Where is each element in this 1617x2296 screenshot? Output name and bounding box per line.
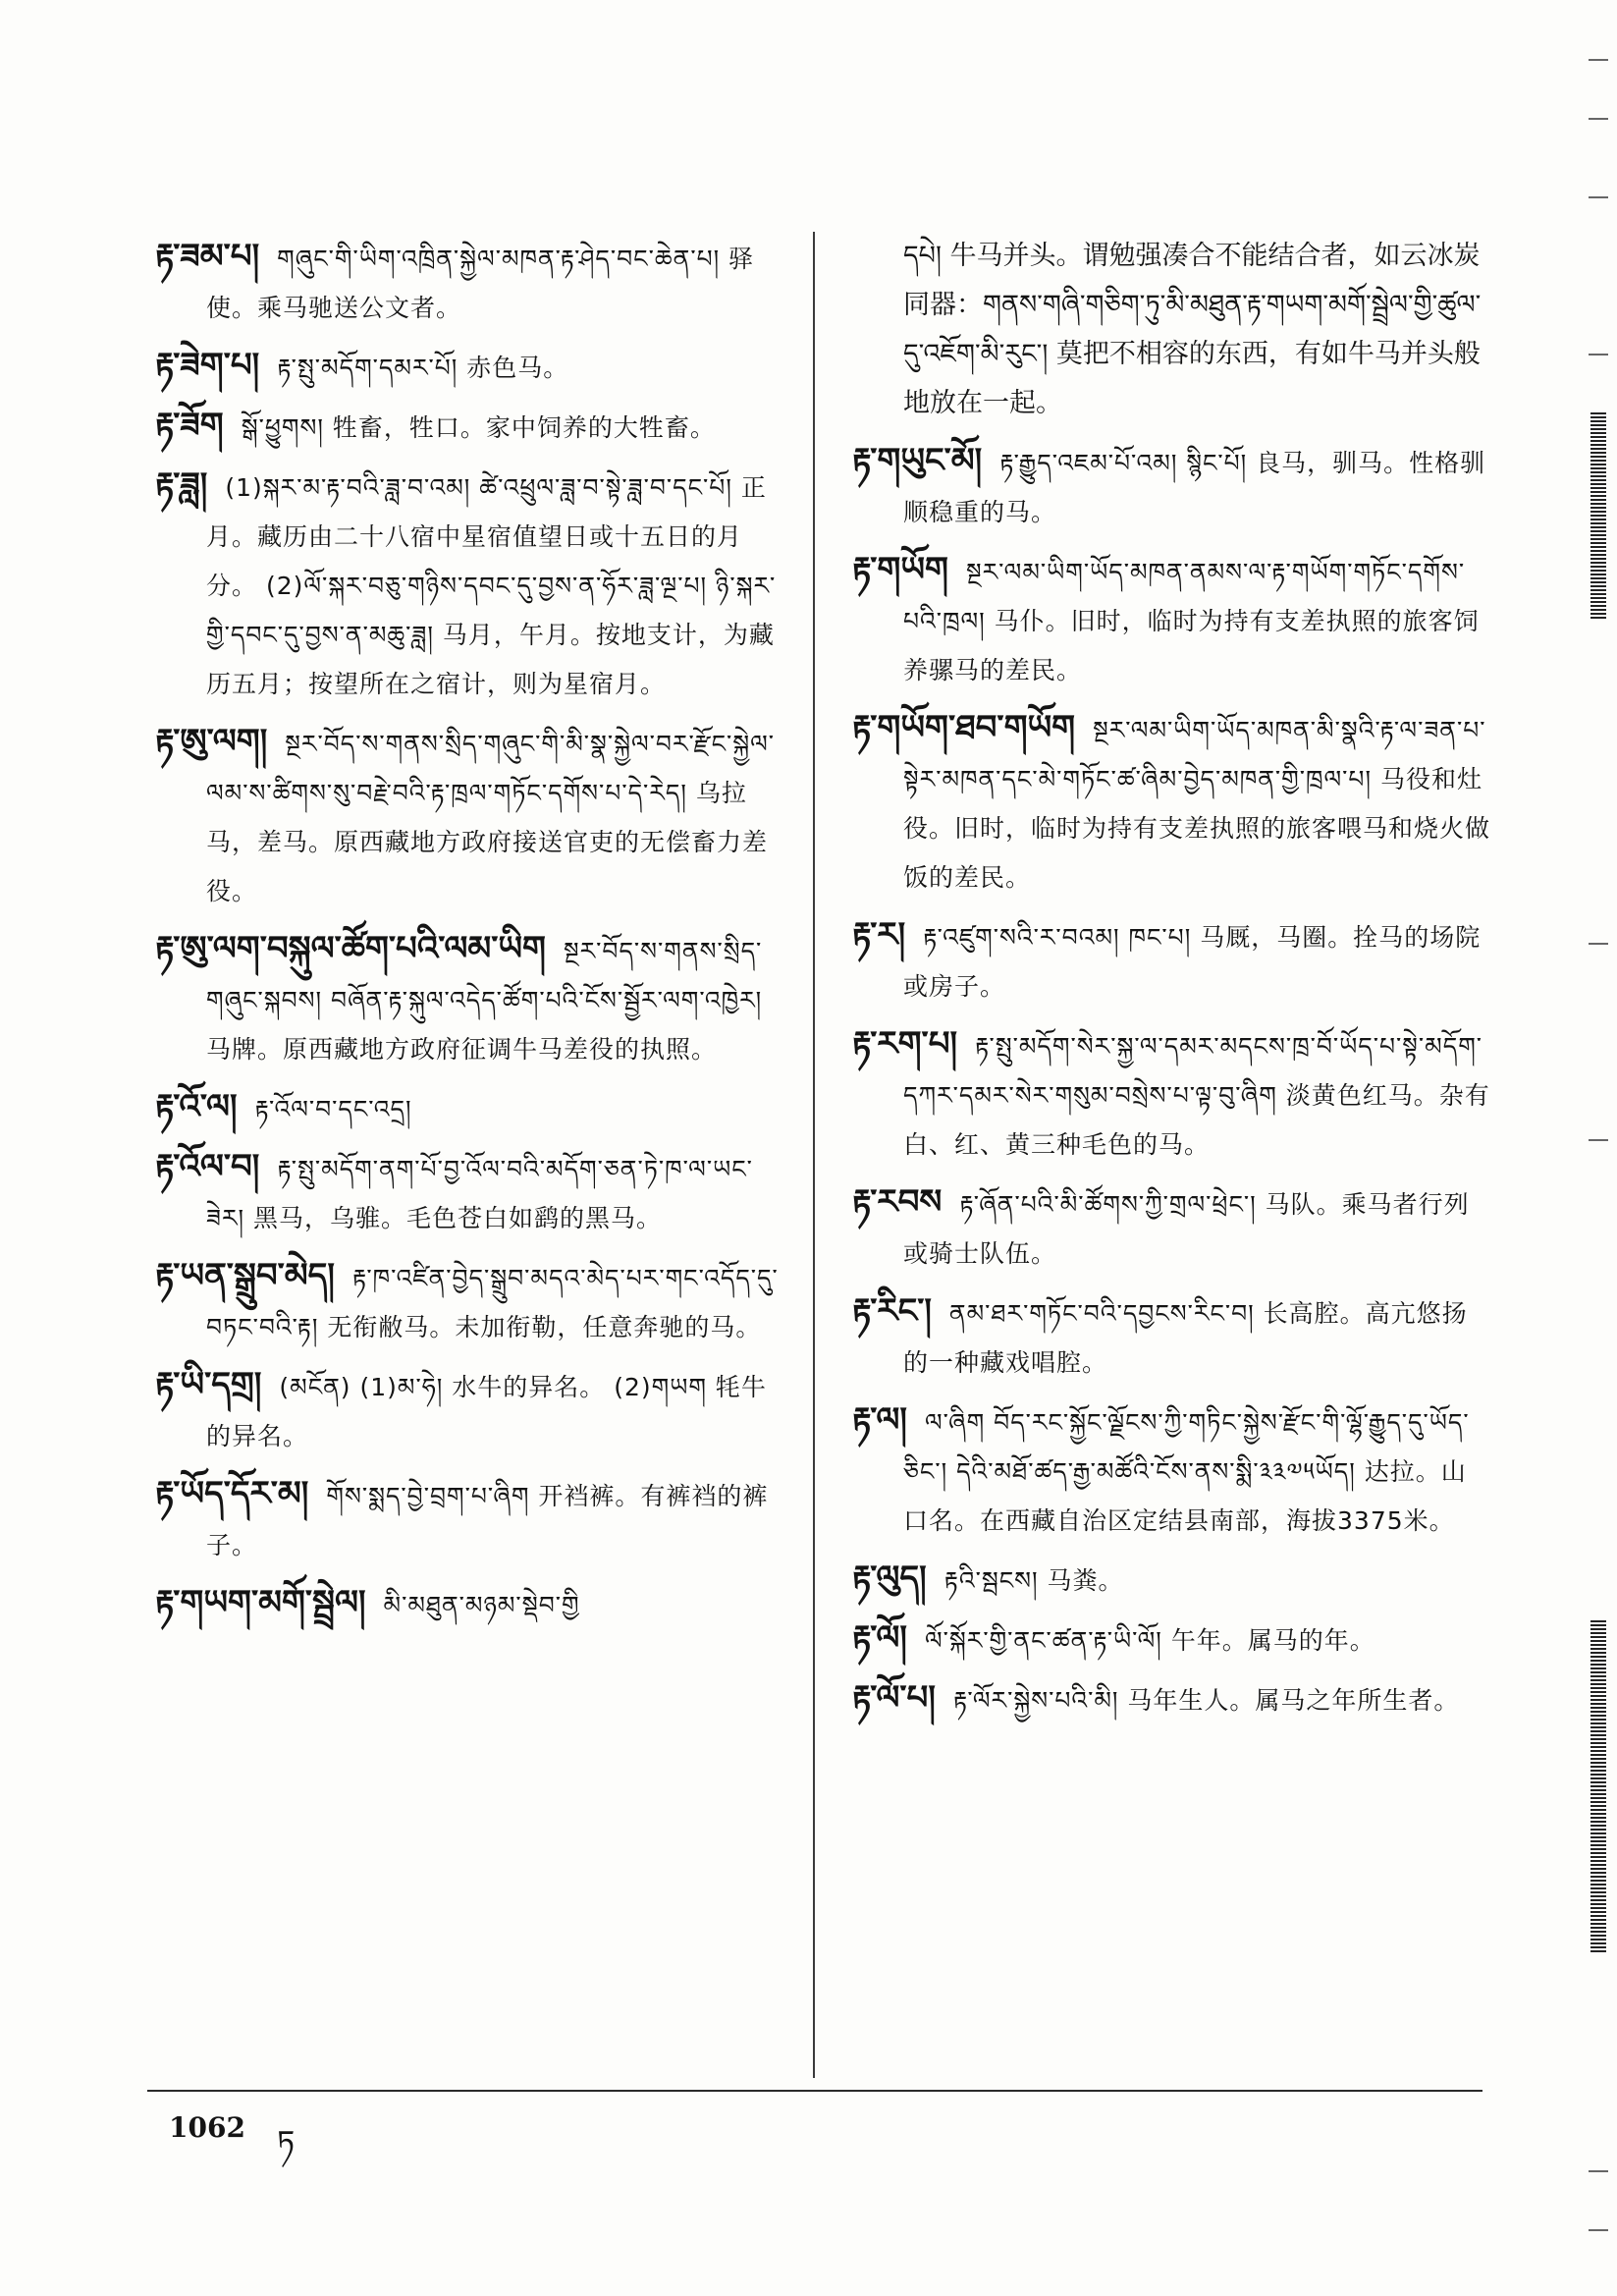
dictionary-entry xyxy=(852,1286,1490,1388)
definition-text: སྔར་ལམ་ཡིག་ཡོད་མཁན་མི་སྣའི་རྟ་ལ་ཟན་པ་སྟེར་མཁན་དང་མེ་གཏོང་ཚ་ཞིམ་བྱེད་མཁན་གྱི་ཁྲལ་པ། 马役和灶役。旧时，临时为持有支差执照的旅客喂马和烧火做饭的差民。 xyxy=(903,716,1491,892)
definition-text: སྔར་བོད་ས་གནས་སྲིད་གཞུང་གི་མི་སྣ་སྐྱེལ་བར་རྫོང་སྐྱེལ་ལམ་ས་ཚིགས་སུ་བརྗེ་བའི་རྟ་ཁྲལ་གཏོང་དགོས་པ་དེ་རེད། 乌拉马，差马。原西藏地方政府接送官吏的无偿畜力差役。 xyxy=(206,730,776,905)
page-number: 1062 xyxy=(169,2111,245,2144)
dictionary-entry xyxy=(155,1142,783,1243)
definition-text: རྟ་འོལ་བ་དང་འདྲ། xyxy=(254,1095,412,1123)
definition-text: རྟ་ཞོན་པའི་མི་ཚོགས་ཀྱི་གྲལ་ཕྲེང་། 马队。乘马者行列或骑士队伍。 xyxy=(903,1190,1470,1268)
headword: རྟ་ཨུ་ལག། xyxy=(155,722,268,761)
definition-text: རྟ་ལོར་སྐྱེས་པའི་མི། 马年生人。属马之年所生者。 xyxy=(952,1686,1460,1715)
definition-text: རྟ་རྒྱུད་འཇམ་པོ་འམ། སྙིང་པོ། 良马，驯马。性格驯顺稳重的马。 xyxy=(903,449,1486,526)
definition-text: ལོ་སྐོར་གྱི་ནང་ཚན་རྟ་ཡི་ལོ། 午年。属马的年。 xyxy=(924,1626,1375,1655)
headword: རྟ་ཟོག xyxy=(155,406,224,445)
headword: རྟ་འོ་ལ། xyxy=(155,1087,238,1126)
headword: རྟ་ལ། xyxy=(852,1400,907,1440)
headword: རྟ་ཡི་དགྲ། xyxy=(155,1365,262,1404)
dictionary-entry xyxy=(852,703,1490,902)
dictionary-entry xyxy=(155,1082,783,1134)
dictionary-entry xyxy=(852,232,1490,428)
dictionary-entry xyxy=(155,232,783,333)
headword: རྟ་ཨུ་ལག་བསྐུལ་ཚོག་པའི་ལམ་ཡིག xyxy=(155,929,546,968)
definition-text: སྔར་བོད་ས་གནས་སྲིད་གཞུང་སྐབས། བཞོན་རྟ་སྐུལ་འདེད་ཚོག་པའི་ངོས་སྦྱོར་ལག་འཁྱེར། 马牌。原西藏地方政府征调牛马差役的执照。 xyxy=(206,937,763,1064)
headword: རྟ་ཡན་སྒྲུབ་མེད། xyxy=(155,1256,335,1295)
definition-text: མི་མཐུན་མཉམ་སྡེབ་གྱི xyxy=(383,1591,580,1619)
dictionary-entry xyxy=(852,1395,1490,1546)
definition-text: རྟ་སྤུ་མདོག་དམར་པོ། 赤色马。 xyxy=(277,354,569,382)
definition-text: (མངོན) (1)མ་ཧེ། 水牛的异名。 (2)གཡག 牦牛的异名。 xyxy=(206,1373,767,1450)
headword: རྟ་ལོ་པ། xyxy=(852,1678,936,1718)
dictionary-entry xyxy=(155,341,783,393)
dictionary-entry xyxy=(852,1673,1490,1725)
definition-text: གཞུང་གི་ཡིག་འཁྲིན་སྐྱེལ་མཁན་རྟ་ཤེད་བང་ཆེན་པ། 驿使。乘马驰送公文者。 xyxy=(206,245,755,322)
right-column xyxy=(852,232,1490,1733)
left-column xyxy=(155,232,783,1638)
dictionary-entry xyxy=(852,1613,1490,1666)
running-letter: ཏ xyxy=(277,2123,296,2160)
headword: རྟ་ལོ། xyxy=(852,1618,907,1658)
dictionary-entry xyxy=(155,1469,783,1570)
dictionary-entry xyxy=(155,924,783,1074)
definition-text: རྟ་སྤུ་མདོག་སེར་སྐྱ་ལ་དམར་མདངས་ཁྲ་བོ་ཡོད་པ་སྟེ་མདོག་དཀར་དམར་སེར་གསུམ་བསྲེས་པ་ལྟ་བུ་ཞིག 淡黄色红马。杂有白、红、黄三种毛色的马。 xyxy=(903,1032,1490,1159)
dictionary-entry xyxy=(852,1177,1490,1279)
definition-text: རྟ་སྤུ་མདོག་ནག་པོ་བྱ་འོལ་བའི་མདོག་ཅན་ཏེ་ཁ་ལ་ཡང་ཟེར། 黑马，乌骓。毛色苍白如鹞的黑马。 xyxy=(206,1155,753,1232)
definition-text: རྟའི་སྦངས། 马粪。 xyxy=(943,1566,1124,1595)
headword: རྟ་འོལ་བ། xyxy=(155,1147,260,1186)
headword: རྟ་རིང་། xyxy=(852,1291,932,1331)
dictionary-entry xyxy=(852,910,1490,1011)
dictionary-entry xyxy=(155,461,783,709)
definition-text: དཔེ། 牛马并头。谓勉强凑合不能结合者，如云冰炭同器：གནས་གཞི་གཅིག་ཏུ་མི་མཐུན་རྟ་གཡག་མགོ་སྦྲེལ་གྱི་ཚུལ་དུ་འཇོག་མི་རུང་། 莫把不相容的东西，有如牛马并头般地放在一起。 xyxy=(903,241,1482,418)
dictionary-entry xyxy=(852,436,1490,537)
headword: རྟ་ལུད། xyxy=(852,1558,927,1598)
dictionary-entry xyxy=(852,545,1490,695)
dictionary-entry xyxy=(852,1554,1490,1606)
definition-text: སྒོ་ཕྱུགས། 牲畜，牲口。家中饲养的大牲畜。 xyxy=(241,413,716,442)
definition-text: རྟ་ཁ་འཛིན་བྱེད་སྒྲུབ་མདའ་མེད་པར་གང་འདོད་དུ་བཏང་བའི་རྟ། 无衔敝马。未加衔勒，任意奔驰的马。 xyxy=(206,1264,779,1341)
headword: རྟ་གཡོག་ཐབ་གཡོག xyxy=(852,708,1076,747)
footer-rule xyxy=(147,2090,1482,2092)
headword: རྟ་ཟམ་པ། xyxy=(155,237,260,276)
headword: རྟ་རབས xyxy=(852,1182,943,1222)
definition-text: ནམ་ཐར་གཏོང་བའི་དབྱངས་རིང་བ། 长高腔。高亢悠扬的一种藏戏唱腔。 xyxy=(903,1299,1468,1377)
definition-text: གོས་སྨད་བྱེ་བྲག་པ་ཞིག 开裆裤。有裤裆的裤子。 xyxy=(206,1482,769,1559)
headword: རྟ་ར། xyxy=(852,915,906,955)
definition-text: སྔར་ལམ་ཡིག་ཡོད་མཁན་ནམས་ལ་རྟ་གཡོག་གཏོང་དགོས་པའི་ཁྲལ། 马仆。旧时，临时为持有支差执照的旅客饲养骡马的差民。 xyxy=(903,558,1480,684)
column-divider xyxy=(813,232,815,2078)
definition-text: ལ་ཞིག བོད་རང་སྐྱོང་ལྗོངས་ཀྱི་གཏིང་སྐྱེས་རྫོང་གི་ལྷོ་རྒྱུད་དུ་ཡོད་ཅིང་། དེའི་མཐོ་ཚད་རྒྱ་མཚོའི་ངོས་ནས་སྨི་༣༣༧༥ཡོད། 达拉。山口名。在西藏自治区定结县南部，海拔3375米。 xyxy=(903,1408,1470,1535)
dictionary-entry xyxy=(155,1360,783,1461)
headword: རྟ་གཡག་མགོ་སྦྲེལ། xyxy=(155,1583,366,1622)
dictionary-entry xyxy=(155,401,783,453)
dictionary-entry xyxy=(155,717,783,916)
dictionary-entry xyxy=(155,1251,783,1352)
dictionary-entry xyxy=(155,1578,783,1630)
dictionary-entry xyxy=(852,1019,1490,1170)
definition-text: རྟ་འཛུག་སའི་ར་བའམ། ཁང་པ། 马厩，马圈。拴马的场院或房子。 xyxy=(903,923,1482,1001)
headword: རྟ་ཟླ། xyxy=(155,465,208,505)
headword: རྟ་གཡུང་མོ། xyxy=(852,441,983,480)
headword: རྟ་ཟེག་པ། xyxy=(155,346,260,385)
headword: རྟ་ཡོད་དོར་མ། xyxy=(155,1474,309,1513)
definition-text: (1)སྐར་མ་རྟ་བའི་ཟླ་བ་འམ། ཚེ་འཕྲུལ་ཟླ་བ་སྟེ་ཟླ་བ་དང་པོ། 正月。藏历由二十八宿中星宿值望日或十五日的月分。 (2)ལོ་སྐར་བཅུ་གཉིས་དབང་དུ་བྱས་ན་ཧོར་ཟླ་ལྔ་པ། ཉི་སྐར་གྱི་དབང་དུ་བྱས་ན་མཆུ་ཟླ། 马月，午月。按地支计，为藏历五月；按望所在之宿计，则为星宿月。 xyxy=(206,473,777,698)
headword: རྟ་གཡོག xyxy=(852,550,948,589)
headword: རྟ་རག་པ། xyxy=(852,1024,958,1064)
scan-edge-marks xyxy=(1589,59,1610,2278)
